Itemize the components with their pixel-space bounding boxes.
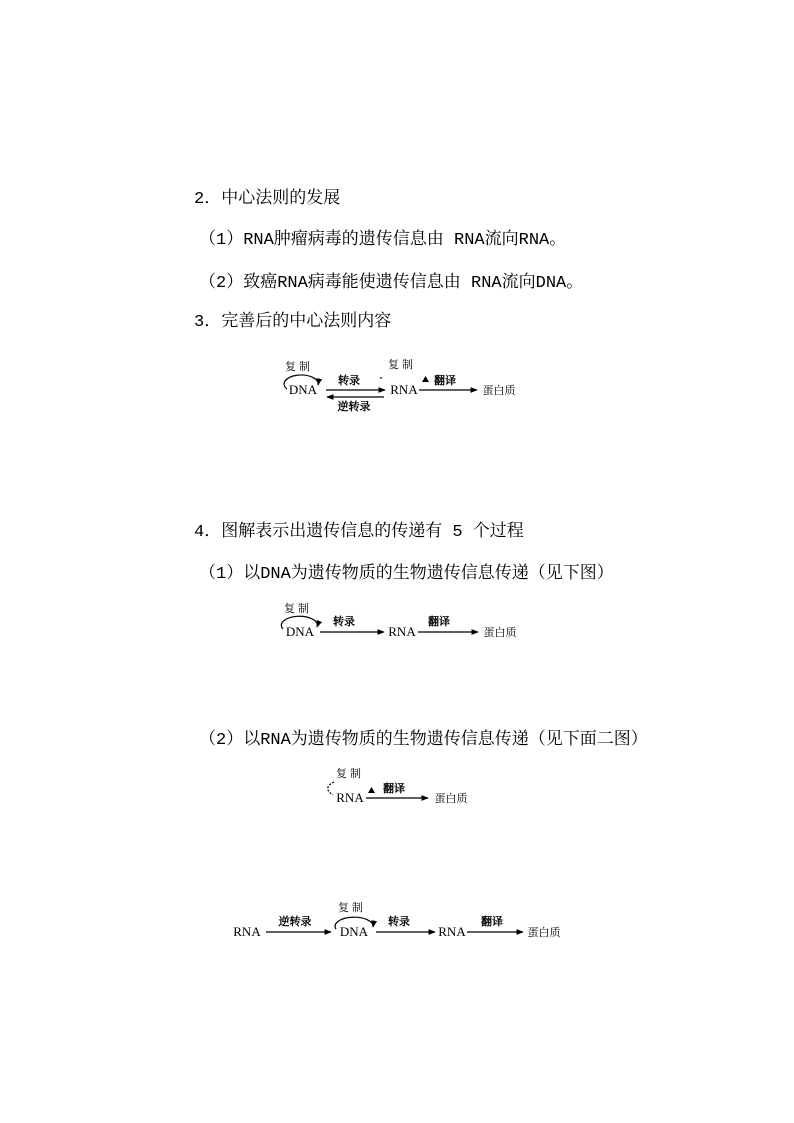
- protein-node: 蛋白质: [483, 627, 517, 639]
- rna-replication-label: 复制: [336, 768, 364, 780]
- diagram-rna-replication: [328, 766, 468, 805]
- dna-node: DNA: [285, 624, 315, 639]
- dna-replication-label: 复制: [338, 902, 366, 914]
- protein-node: 蛋白质: [482, 385, 516, 397]
- protein-node: 蛋白质: [434, 793, 468, 805]
- rna-replication-label: 复制: [388, 359, 416, 371]
- section2-item-2: （2）致癌RNA病毒能使遗传信息由 RNA流向DNA。: [199, 274, 584, 293]
- rna-node: RNA: [388, 624, 416, 639]
- diagram-dna-organisms: [281, 601, 516, 639]
- diagram-complete-central-dogma: [284, 357, 515, 413]
- transcription-label: 转录: [338, 375, 360, 387]
- rna-node: RNA: [390, 382, 418, 397]
- section2-heading: 2．中心法则的发展: [194, 190, 341, 209]
- translation-label: 翻译: [434, 375, 456, 387]
- translation-label: 翻译: [481, 916, 503, 928]
- rna-replication-arc-mark: [380, 377, 382, 379]
- section4-item-1: （1）以DNA为遗传物质的生物遗传信息传递（见下图）: [199, 565, 614, 584]
- transcription-label: 转录: [388, 916, 410, 928]
- translation-label: 翻译: [383, 783, 405, 795]
- section4-heading: 4．图解表示出遗传信息的传递有 5 个过程: [194, 523, 524, 542]
- section2-item-1: （1）RNA肿瘤病毒的遗传信息由 RNA流向RNA。: [199, 231, 567, 250]
- rna-replication-arrowhead: [368, 787, 375, 793]
- protein-node: 蛋白质: [527, 927, 561, 939]
- dna-node: DNA: [288, 382, 318, 397]
- translation-label: 翻译: [428, 616, 450, 628]
- transcription-label: 转录: [333, 616, 355, 628]
- rna-replication-arc: [328, 782, 334, 795]
- section4-item-2: （2）以RNA为遗传物质的生物遗传信息传递（见下面二图）: [199, 731, 648, 750]
- diagram-reverse-transcription: [233, 900, 560, 939]
- rna-start-node: RNA: [233, 924, 261, 939]
- rna-replication-arrowhead: [422, 376, 429, 382]
- rna-node: RNA: [438, 924, 466, 939]
- dna-replication-label: 复制: [285, 361, 313, 373]
- dna-node: DNA: [339, 924, 369, 939]
- reverse-transcription-label: 逆转录: [278, 916, 312, 928]
- dna-replication-label: 复制: [284, 603, 312, 615]
- rna-node: RNA: [336, 790, 364, 805]
- reverse-transcription-label: 逆转录: [337, 401, 371, 413]
- section3-heading: 3．完善后的中心法则内容: [194, 313, 392, 332]
